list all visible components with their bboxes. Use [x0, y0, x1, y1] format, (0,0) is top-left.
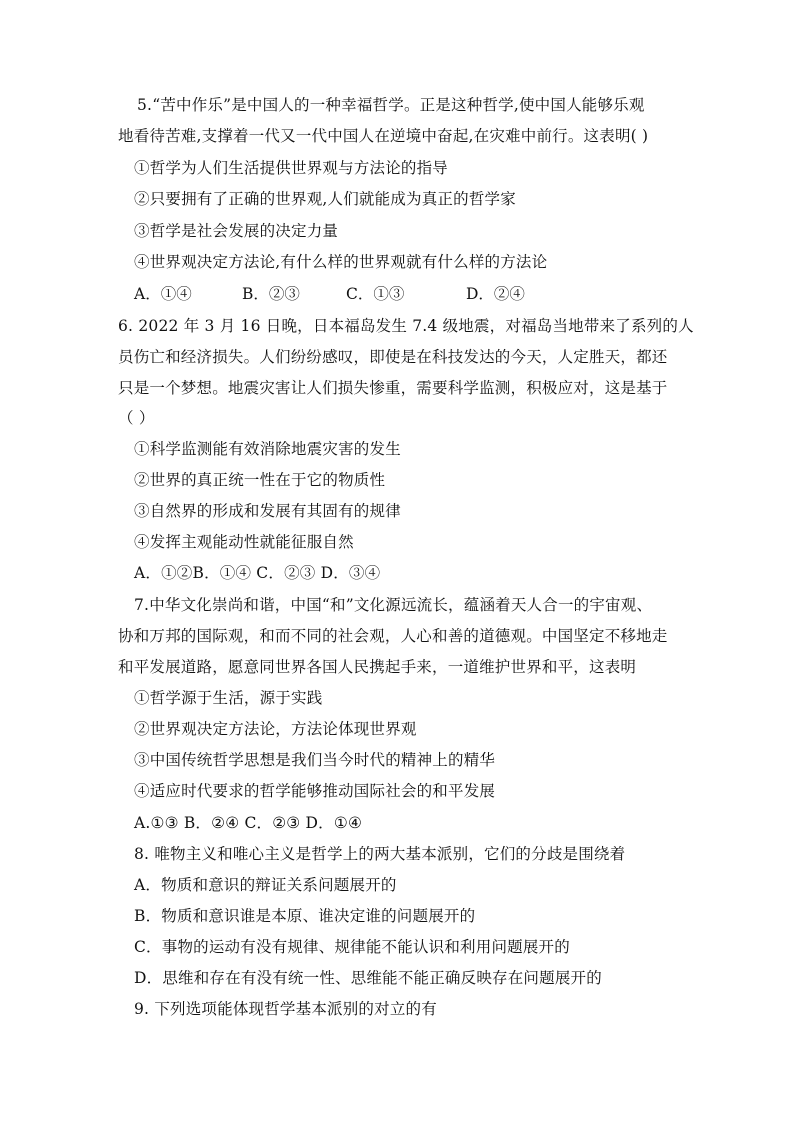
q5-item-4: ④世界观决定方法论,有什么样的世界观就有什么样的方法论: [134, 253, 548, 271]
q8-option-a: A．物质和意识的辩证关系问题展开的: [134, 876, 397, 894]
q7-stem-line-1: 7.中华文化崇尚和谐，中国“和”文化源远流长，蕴涵着天人合一的宇宙观、: [134, 596, 653, 614]
q6-stem-line-3: 只是一个梦想。地震灾害让人们损失惨重，需要科学监测，积极应对，这是基于: [118, 379, 668, 397]
q6-stem-line-4: （ ）: [118, 409, 155, 427]
q6-item-4: ④发挥主观能动性就能征服自然: [134, 533, 354, 551]
q6-stem-line-1: 6. 2022 年 3 月 16 日晚，日本福岛发生 7.4 级地震，对福岛当地带来了系列的人: [118, 317, 694, 335]
q8-option-d: D．思维和存在有没有统一性、思维能不能正确反映存在问题展开的: [134, 969, 602, 987]
q5-item-3: ③哲学是社会发展的决定力量: [134, 222, 339, 240]
q6-stem-line-2: 员伤亡和经济损失。人们纷纷感叹，即使是在科技发达的今天，人定胜天，都还: [118, 348, 668, 366]
q8-option-c: C．事物的运动有没有规律、规律能不能认识和利用问题展开的: [134, 938, 570, 956]
q6-options: A．①②B．①④ C．②③ D．③④: [134, 564, 381, 582]
q5-item-1: ①哲学为人们生活提供世界观与方法论的指导: [134, 159, 449, 177]
q7-item-1: ①哲学源于生活，源于实践: [134, 689, 323, 707]
q7-options: A.①③ B．②④ C．②③ D．①④: [134, 814, 363, 832]
q8-stem: 8. 唯物主义和唯心主义是哲学上的两大基本派别，它们的分歧是围绕着: [134, 845, 626, 863]
q5-stem-line-1: 5.“苦中作乐”是中国人的一种幸福哲学。正是这种哲学,使中国人能够乐观: [137, 96, 645, 114]
q5-option-a: A．①④: [134, 285, 192, 303]
q5-option-d: D．②④: [466, 285, 525, 303]
q7-item-4: ④适应时代要求的哲学能够推动国际社会的和平发展: [134, 782, 496, 800]
q5-option-b: B．②③: [242, 285, 300, 303]
q5-option-c: C．①③: [346, 285, 405, 303]
q7-item-2: ②世界观决定方法论，方法论体现世界观: [134, 720, 417, 738]
q5-stem-line-2: 地看待苦难,支撑着一代又一代中国人在逆境中奋起,在灾难中前行。这表明( ): [118, 127, 649, 145]
q8-option-b: B．物质和意识谁是本原、谁决定谁的问题展开的: [134, 907, 476, 925]
q7-stem-line-2: 协和万邦的国际观，和而不同的社会观，人心和善的道德观。中国坚定不移地走: [118, 627, 668, 645]
q6-item-3: ③自然界的形成和发展有其固有的规律: [134, 502, 401, 520]
q6-item-2: ②世界的真正统一性在于它的物质性: [134, 471, 386, 489]
q5-item-2: ②只要拥有了正确的世界观,人们就能成为真正的哲学家: [134, 190, 516, 208]
q7-item-3: ③中国传统哲学思想是我们当今时代的精神上的精华: [134, 751, 496, 769]
q7-stem-line-3: 和平发展道路，愿意同世界各国人民携起手来，一道维护世界和平，这表明: [118, 658, 637, 676]
q6-item-1: ①科学监测能有效消除地震灾害的发生: [134, 440, 401, 458]
q9-stem: 9. 下列选项能体现哲学基本派别的对立的有: [134, 1000, 437, 1018]
